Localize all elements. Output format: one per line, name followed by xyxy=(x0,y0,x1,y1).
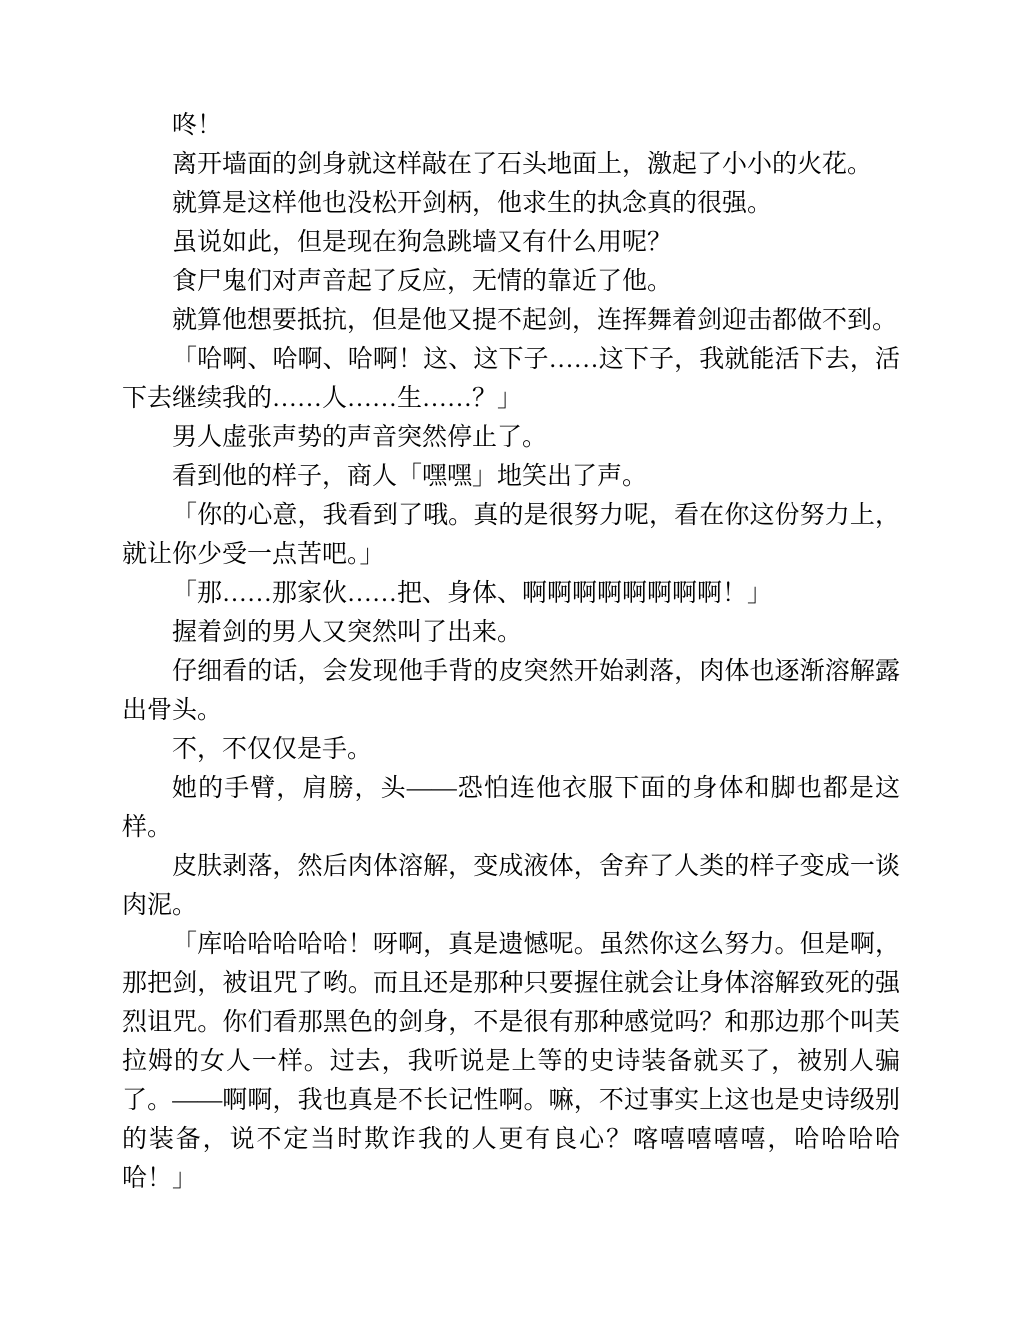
text-block xyxy=(122,106,900,1198)
paragraph: 皮肤剥落，然后肉体溶解，变成液体，舍弃了人类的样子变成一谈肉泥。 xyxy=(122,853,900,919)
paragraph: 不，不仅仅是手。 xyxy=(172,736,373,763)
paragraph: 就算他想要抵抗，但是他又提不起剑，连挥舞着剑迎击都做不到。 xyxy=(172,307,898,334)
paragraph: 咚！ xyxy=(172,112,223,139)
paragraph: 握着剑的男人又突然叫了出来。 xyxy=(172,619,523,646)
paragraph: 她的手臂，肩膀，头——恐怕连他衣服下面的身体和脚也都是这样。 xyxy=(122,775,900,841)
paragraph: 食尸鬼们对声音起了反应，无情的靠近了他。 xyxy=(172,268,673,295)
paragraph: 看到他的样子，商人「嘿嘿」地笑出了声。 xyxy=(172,463,648,490)
paragraph: 「库哈哈哈哈哈！呀啊，真是遗憾呢。虽然你这么努力。但是啊，那把剑，被诅咒了哟。而且还是那种只要握住就会让身体溶解致死的强烈诅咒。你们看那黑色的剑身，不是很有那种感觉吗？和那边那个叫芙拉姆的女人一样。过去，我听说是上等的史诗装备就买了，被别人骗了。——啊啊，我也真是不长记性啊。嘛，不过事实上这也是史诗级别的装备，说不定当时欺诈我的人更有良心？喀嘻嘻嘻嘻，哈哈哈哈哈！」 xyxy=(122,931,900,1192)
paragraph: 「你的心意，我看到了哦。真的是很努力呢，看在你这份努力上，就让你少受一点苦吧。」 xyxy=(122,502,900,568)
paragraph: 就算是这样他也没松开剑柄，他求生的执念真的很强。 xyxy=(172,190,773,217)
paragraph: 虽说如此，但是现在狗急跳墙又有什么用呢？ xyxy=(172,229,673,256)
paragraph: 男人虚张声势的声音突然停止了。 xyxy=(172,424,548,451)
paragraph: 离开墙面的剑身就这样敲在了石头地面上，激起了小小的火花。 xyxy=(172,151,873,178)
paragraph: 仔细看的话，会发现他手背的皮突然开始剥落，肉体也逐渐溶解露出骨头。 xyxy=(122,658,900,724)
paragraph: 「那……那家伙……把、身体、啊啊啊啊啊啊啊啊！」 xyxy=(172,580,773,607)
paragraph: 「哈啊、哈啊、哈啊！这、这下子……这下子，我就能活下去，活下去继续我的……人……生……？」 xyxy=(122,346,900,412)
